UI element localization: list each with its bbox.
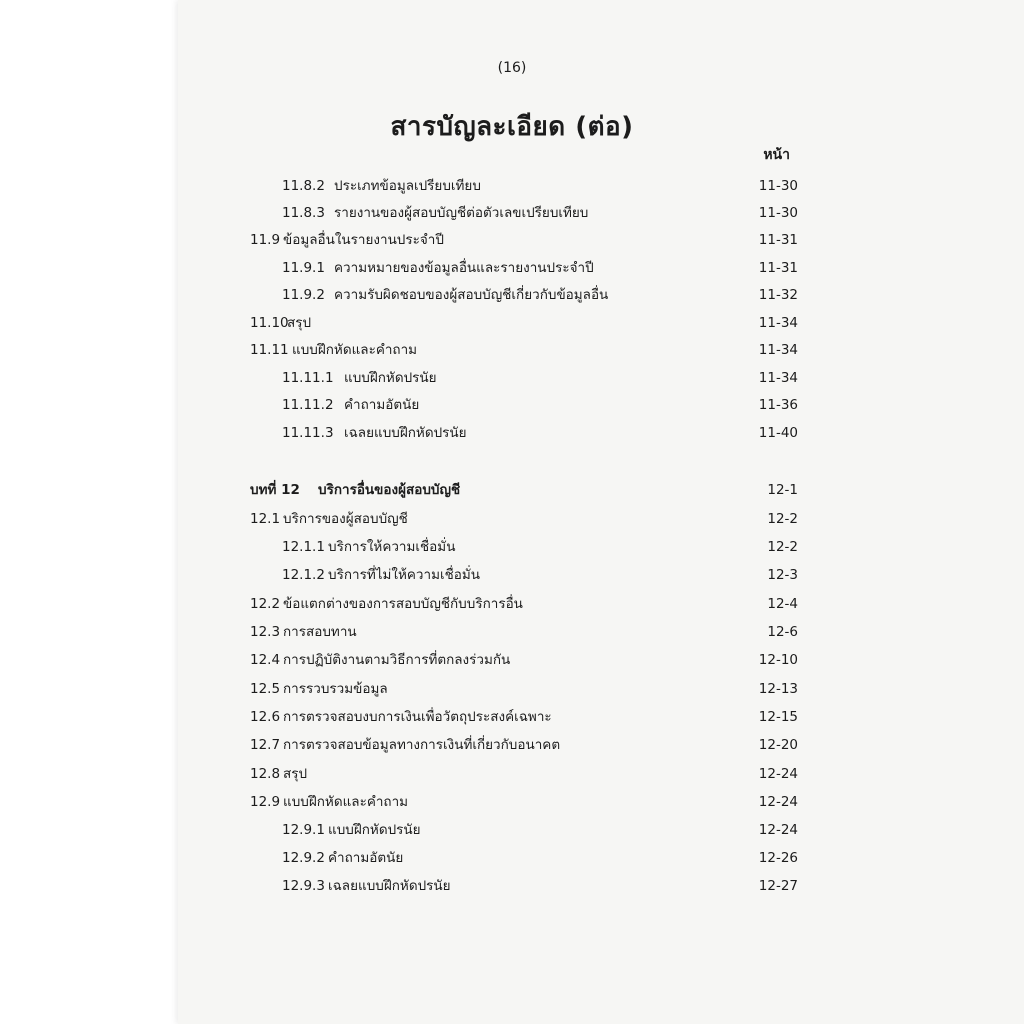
toc-entry — [0, 283, 1024, 307]
toc-entry-number: 12.1 — [250, 511, 281, 527]
toc-entry-page: 12-13 — [758, 681, 798, 697]
toc-entry-number: 12.1.1 — [282, 539, 325, 555]
toc-entry-number: 11.11.1 — [282, 370, 334, 386]
toc-entry-number: 12.3 — [250, 624, 281, 640]
toc-entry-title: ข้อมูลอื่นในรายงานประจำปี — [283, 232, 444, 248]
toc-entry-page: 11-31 — [758, 232, 798, 248]
toc-entry-title: คำถามอัตนัย — [344, 397, 420, 413]
toc-entry-title: การปฏิบัติงานตามวิธีการที่ตกลงร่วมกัน — [283, 652, 511, 668]
chapter-title: บริการอื่นของผู้สอบบัญชี — [318, 482, 461, 498]
toc-entry-title: แบบฝึกหัดปรนัย — [344, 370, 437, 386]
toc-entry-number: 11.9.2 — [282, 287, 325, 303]
toc-entry-page: 12-20 — [758, 737, 798, 753]
toc-entry — [0, 311, 1024, 335]
toc-entry-number: 12.7 — [250, 737, 281, 753]
toc-entry-title: เฉลยแบบฝึกหัดปรนัย — [328, 878, 451, 894]
toc-entry — [0, 705, 1024, 729]
toc-entry-number: 12.4 — [250, 652, 281, 668]
toc-entry-page: 12-24 — [758, 766, 798, 782]
toc-entry-number: 12.1.2 — [282, 567, 325, 583]
toc-entry-number: 12.9 — [250, 794, 281, 810]
toc-entry-title: การตรวจสอบข้อมูลทางการเงินที่เกี่ยวกับอนาคต — [283, 737, 561, 753]
toc-entry — [0, 790, 1024, 814]
toc-entry-number: 11.10 — [250, 315, 289, 331]
toc-entry-title: ประเภทข้อมูลเปรียบเทียบ — [334, 178, 481, 194]
toc-entry-number: 12.8 — [250, 766, 281, 782]
toc-entry — [0, 563, 1024, 587]
toc-entry-title: แบบฝึกหัดปรนัย — [328, 822, 421, 838]
toc-entry-title: เฉลยแบบฝึกหัดปรนัย — [344, 425, 467, 441]
toc-entry — [0, 366, 1024, 390]
page-column-header: หน้า — [763, 147, 790, 163]
toc-entry-title: รายงานของผู้สอบบัญชีต่อตัวเลขเปรียบเทียบ — [334, 205, 589, 221]
toc-entry — [0, 648, 1024, 672]
toc-entry-page: 12-6 — [767, 624, 798, 640]
toc-entry-title: บริการของผู้สอบบัญชี — [283, 511, 408, 527]
toc-entry-page: 11-32 — [758, 287, 798, 303]
toc-entry-page: 12-24 — [758, 822, 798, 838]
toc-entry-number: 12.9.3 — [282, 878, 325, 894]
toc-entry-number: 11.9 — [250, 232, 281, 248]
toc-entry-title: สรุป — [287, 315, 312, 331]
toc-entry-page: 11-30 — [758, 178, 798, 194]
toc-entry-page: 11-34 — [758, 315, 798, 331]
toc-entry-title: การรวบรวมข้อมูล — [283, 681, 388, 697]
toc-entry-number: 11.9.1 — [282, 260, 325, 276]
chapter-number: บทที่ 12 — [250, 482, 300, 498]
toc-entry-page: 12-4 — [767, 596, 798, 612]
toc-entry-page: 11-34 — [758, 342, 798, 358]
toc-entry — [0, 592, 1024, 616]
toc-entry-title: การตรวจสอบงบการเงินเพื่อวัตถุประสงค์เฉพาะ — [283, 709, 552, 725]
toc-entry-title: บริการที่ไม่ให้ความเชื่อมั่น — [328, 567, 481, 583]
toc-entry — [0, 338, 1024, 362]
toc-entry-title: ความหมายของข้อมูลอื่นและรายงานประจำปี — [334, 260, 594, 276]
toc-entry-number: 11.11.3 — [282, 425, 334, 441]
toc-entry-page: 12-1 — [767, 482, 798, 498]
toc-entry-page: 12-2 — [767, 539, 798, 555]
toc-entry-page: 12-3 — [767, 567, 798, 583]
toc-entry-page: 12-15 — [758, 709, 798, 725]
toc-entry — [0, 677, 1024, 701]
toc-entry-number: 11.11 — [250, 342, 289, 358]
page-number: (16) — [497, 60, 527, 76]
chapter-heading — [0, 478, 1024, 502]
toc-entry-number: 12.2 — [250, 596, 281, 612]
page-title: สารบัญละเอียด (ต่อ) — [390, 112, 634, 142]
toc-entry-page: 12-2 — [767, 511, 798, 527]
toc-entry-number: 11.8.3 — [282, 205, 325, 221]
toc-entry-title: สรุป — [283, 766, 308, 782]
toc-entry — [0, 818, 1024, 842]
toc-entry-page: 11-30 — [758, 205, 798, 221]
toc-entry — [0, 535, 1024, 559]
toc-entry — [0, 762, 1024, 786]
toc-entry-page: 12-24 — [758, 794, 798, 810]
toc-entry-page: 11-40 — [758, 425, 798, 441]
toc-entry-page: 11-31 — [758, 260, 798, 276]
toc-entry — [0, 228, 1024, 252]
toc-entry-number: 12.6 — [250, 709, 281, 725]
toc-entry-title: การสอบทาน — [283, 624, 357, 640]
toc-entry — [0, 421, 1024, 445]
toc-entry-page: 12-27 — [758, 878, 798, 894]
toc-entry-title: แบบฝึกหัดและคำถาม — [283, 794, 409, 810]
toc-entry — [0, 256, 1024, 280]
toc-entry-title: ความรับผิดชอบของผู้สอบบัญชีเกี่ยวกับข้อมูลอื่น — [334, 287, 609, 303]
toc-entry-number: 11.8.2 — [282, 178, 325, 194]
toc-entry-page: 12-26 — [758, 850, 798, 866]
toc-entry-number: 12.9.2 — [282, 850, 325, 866]
toc-entry-title: ข้อแตกต่างของการสอบบัญชีกับบริการอื่น — [283, 596, 523, 612]
toc-entry — [0, 620, 1024, 644]
toc-entry-number: 12.5 — [250, 681, 281, 697]
toc-entry — [0, 874, 1024, 898]
toc-entry — [0, 733, 1024, 757]
toc-entry-page: 11-34 — [758, 370, 798, 386]
toc-entry — [0, 201, 1024, 225]
toc-entry-page: 12-10 — [758, 652, 798, 668]
toc-entry-number: 12.9.1 — [282, 822, 325, 838]
toc-entry-number: 11.11.2 — [282, 397, 334, 413]
toc-entry-title: คำถามอัตนัย — [328, 850, 404, 866]
toc-entry — [0, 393, 1024, 417]
toc-entry-title: แบบฝึกหัดและคำถาม — [292, 342, 418, 358]
toc-entry-title: บริการให้ความเชื่อมั่น — [328, 539, 456, 555]
toc-entry-page: 11-36 — [758, 397, 798, 413]
toc-entry — [0, 507, 1024, 531]
toc-entry — [0, 174, 1024, 198]
toc-entry — [0, 846, 1024, 870]
